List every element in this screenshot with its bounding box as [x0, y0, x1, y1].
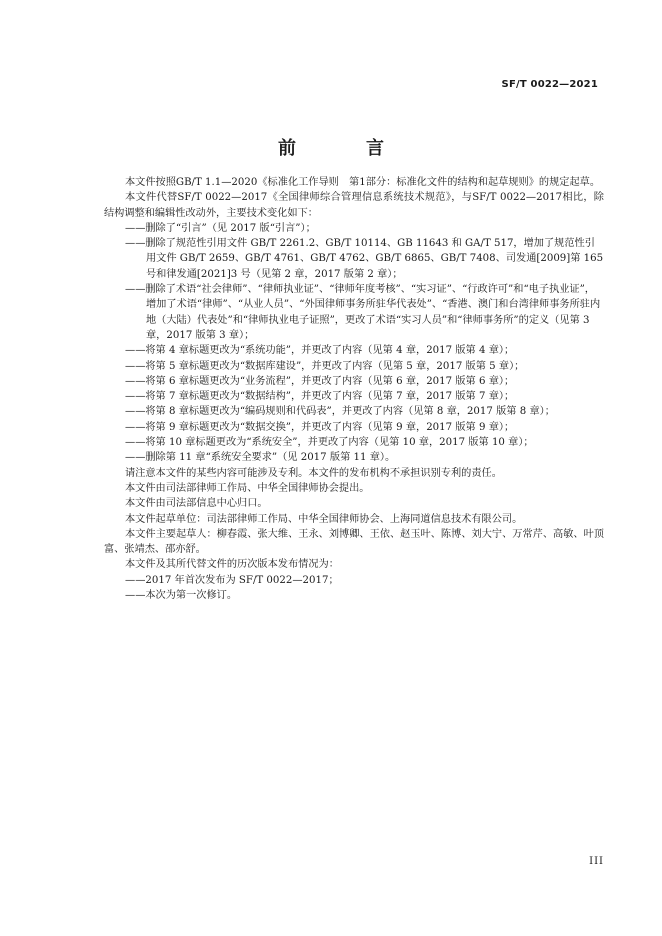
proposer-statement: 本文件由司法部律师工作局、中华全国律师协会提出。 — [125, 482, 370, 494]
list-item: ——将第 9 章标题更改为“数据交换”，并更改了内容（见第 9 章，2017 版第 9 章）； — [125, 421, 515, 433]
list-item: ——将第 10 章标题更改为“系统安全”，并更改了内容（见第 10 章，2017 版第 10 章）； — [125, 437, 534, 449]
list-item: ——将第 4 章标题更改为“系统功能”，并更改了内容（见第 4 章，2017 版第 4 章）； — [125, 345, 515, 357]
list-item: ——本次为第一次修订。 — [125, 590, 238, 602]
list-item: ——删除了规范性引用文件 GB/T 2261.2、GB/T 10114、GB 11643 和 GA/T 517，增加了规范性引用文件 GB/T 2659、GB/T 4761、GB/T 4762、GB/T 6865、GB/T 7408、司发通[2009]第 165 号和律发通[2021]3 号（见第 2 章，2017 版第 2 章）； — [125, 238, 604, 280]
paragraph-intro-2: 本文件代替SF/T 0022—2017《全国律师综合管理信息系统技术规范》，与SF/T 0022—2017相比，除结构调整和编辑性改动外，主要技术变化如下： — [104, 192, 604, 219]
list-item: ——将第 8 章标题更改为“编码规则和代码表”，并更改了内容（见第 8 章，2017 版第 8 章）； — [125, 406, 555, 418]
list-item: ——删除了术语“社会律师”、“律师执业证”、“律师年度考核”、“实习证”、“行政许可”和“电子执业证”，增加了术语“律师”、“从业人员”、“外国律师事务所驻华代表处”、“香港、澳门和台湾律师事务所驻内地（大陆）代表处”和“律师执业电子证照”，更改了术语“实习人员”和“律师事务所”的定义（见第 3 章，2017 版第 3 章）； — [125, 284, 601, 341]
management-statement: 本文件由司法部信息中心归口。 — [125, 498, 268, 510]
list-item: ——将第 6 章标题更改为“业务流程”，并更改了内容（见第 6 章，2017 版第 6 章）； — [125, 375, 515, 387]
foreword-body — [104, 175, 604, 603]
list-item: ——删除了“引言”（见 2017 版“引言”）； — [125, 222, 316, 234]
document-id: SF/T 0022—2021 — [501, 79, 598, 90]
list-item: ——2017 年首次发布为 SF/T 0022—2017； — [125, 574, 339, 586]
list-item: ——删除第 11 章“系统安全要求”（见 2017 版第 11 章）。 — [125, 452, 396, 464]
drafters: 本文件主要起草人：柳春霞、张大维、王永、刘博卿、王依、赵玉叶、陈博、刘大宁、万常芹、高敏、叶顶富、张靖杰、邵亦舒。 — [104, 528, 604, 556]
history-intro: 本文件及其所代替文件的历次版本发布情况为： — [125, 559, 339, 571]
page-title: 前 言 — [278, 138, 410, 159]
drafting-units: 本文件起草单位：司法部律师工作局、中华全国律师协会、上海同道信息技术有限公司。 — [125, 513, 523, 525]
list-item: ——将第 5 章标题更改为“数据库建设”，并更改了内容（见第 5 章，2017 版第 5 章）； — [125, 360, 525, 372]
changes-list — [104, 221, 604, 466]
page-number: III — [589, 856, 604, 867]
patent-notice: 请注意本文件的某些内容可能涉及专利。本文件的发布机构不承担识别专利的责任。 — [125, 467, 502, 479]
paragraph-intro-1: 本文件按照GB/T 1.1—2020《标准化工作导则 第1部分：标准化文件的结构和起草规则》的规定起草。 — [125, 177, 601, 188]
list-item: ——将第 7 章标题更改为“数据结构”，并更改了内容（见第 7 章，2017 版第 7 章）； — [125, 391, 515, 403]
history-list — [104, 573, 604, 604]
